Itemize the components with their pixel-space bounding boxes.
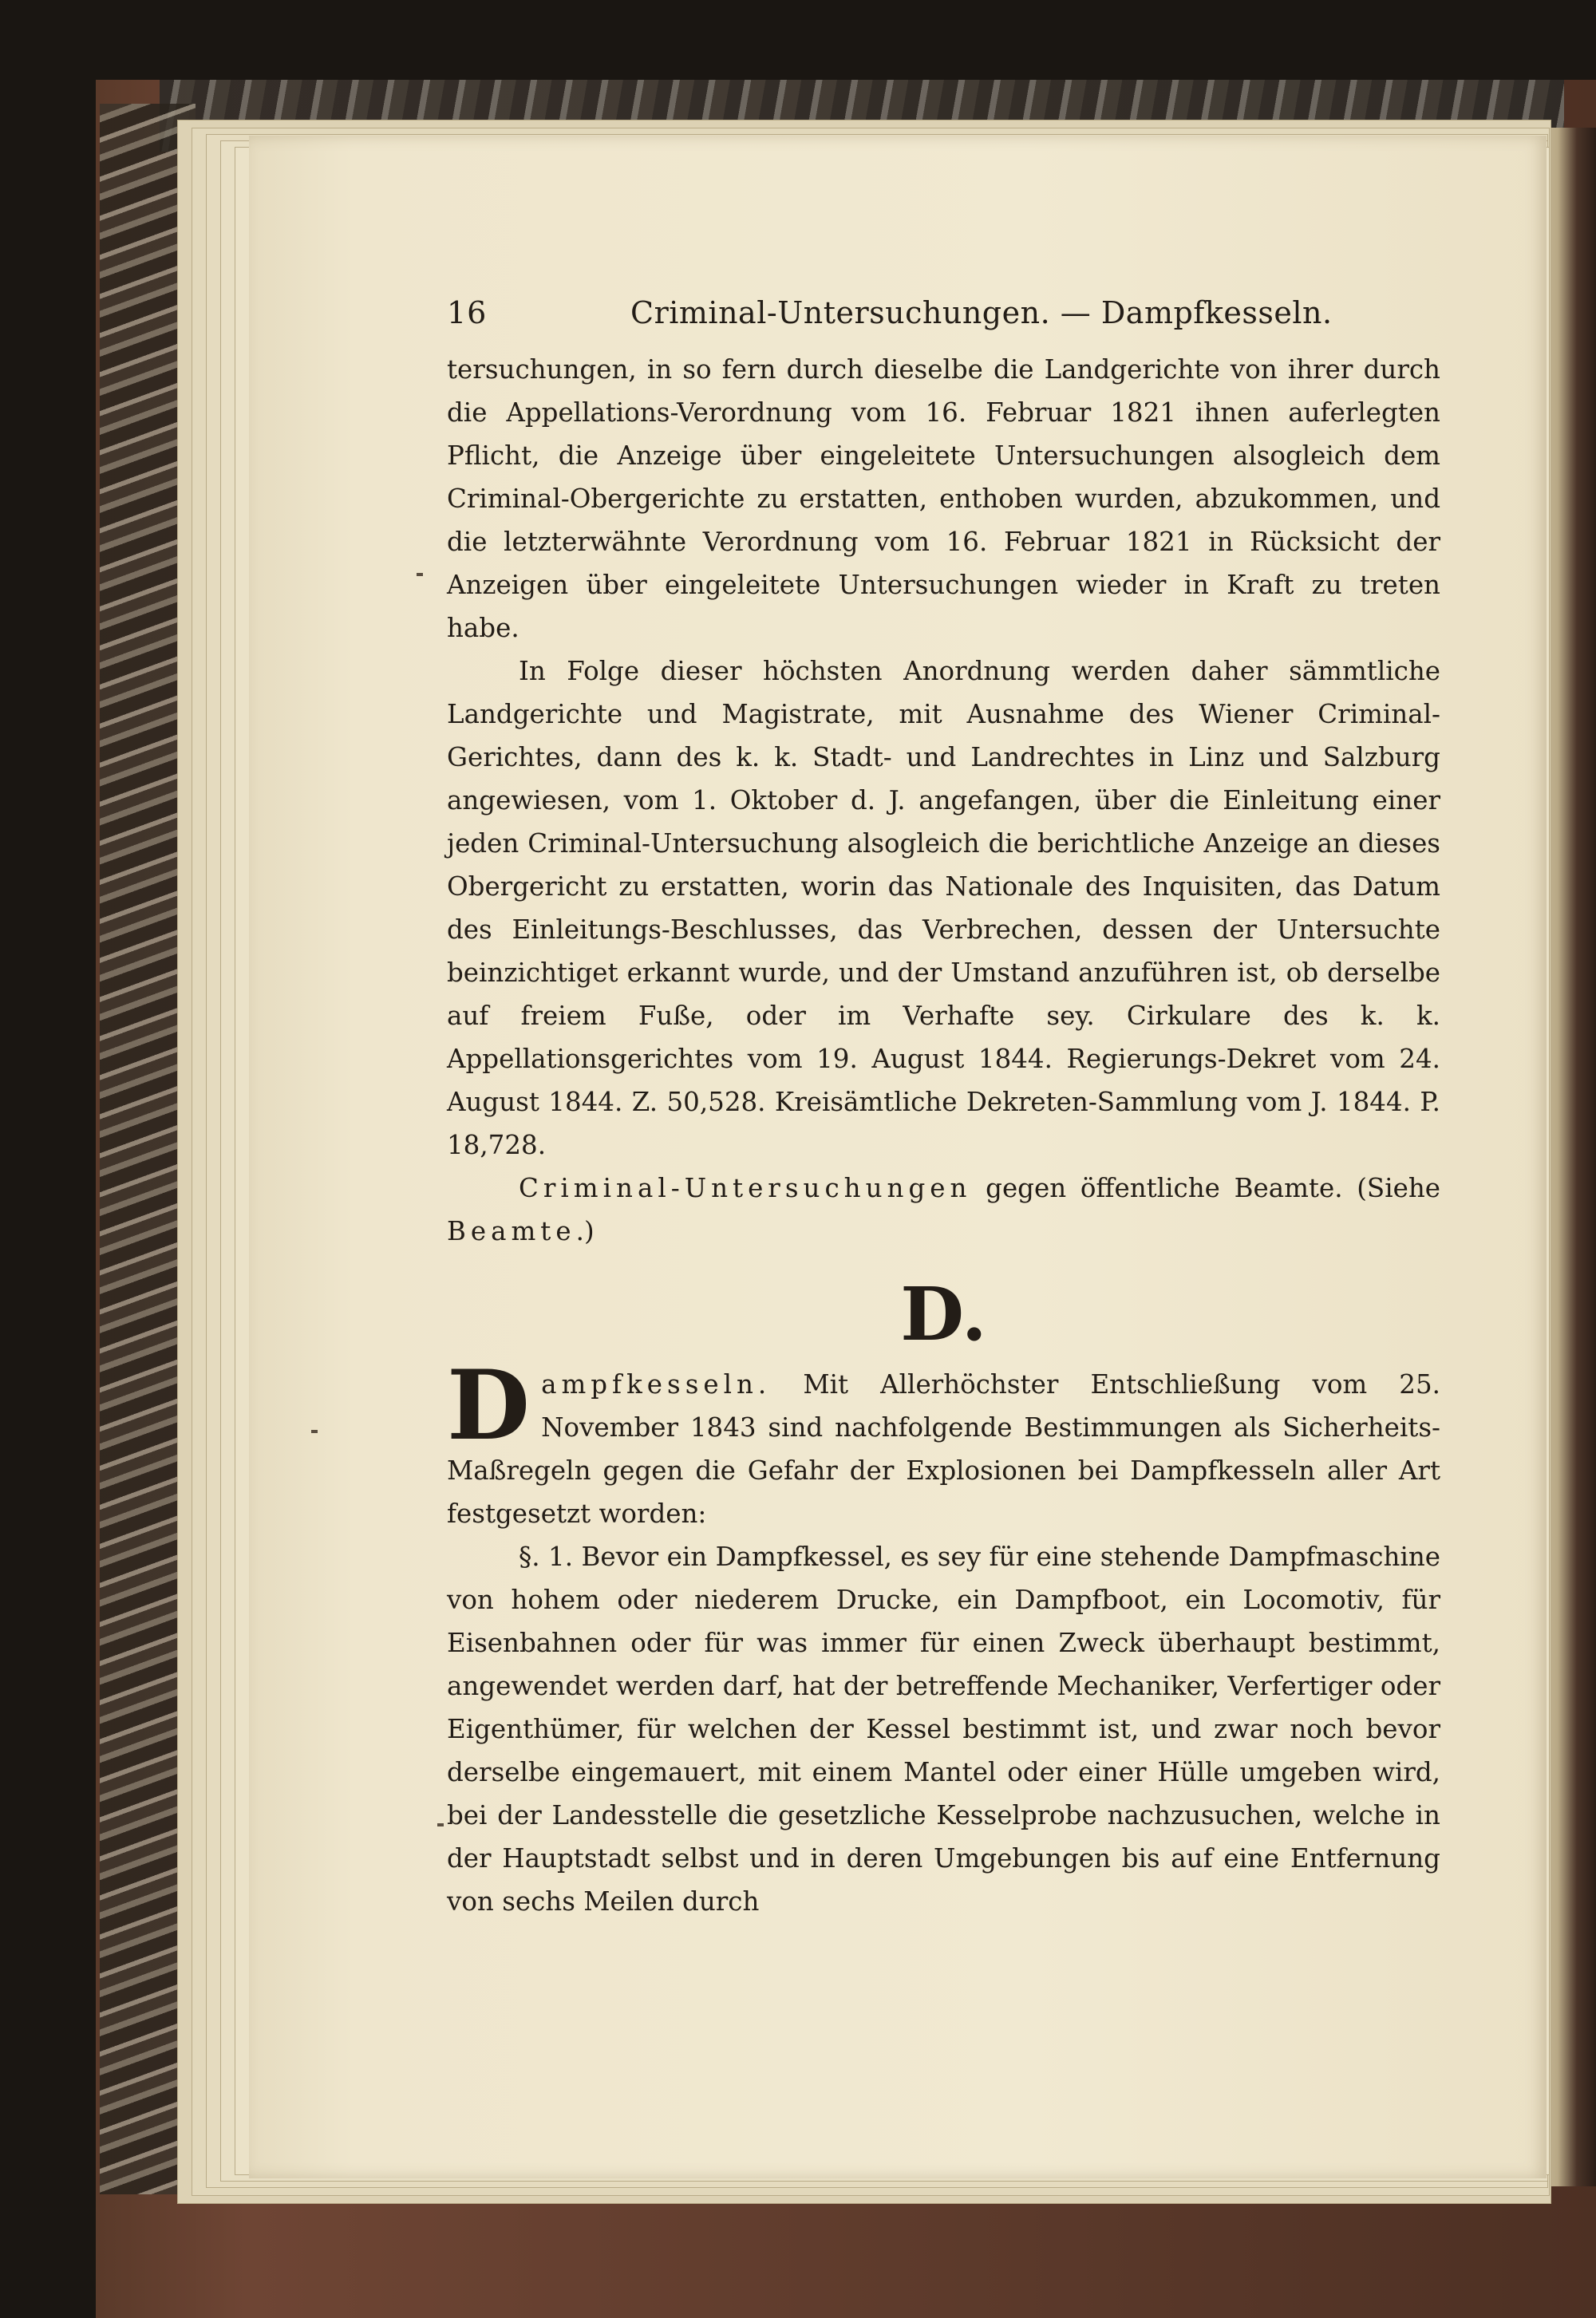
page-header (447, 295, 1440, 343)
crossref-entry (447, 1167, 1440, 1253)
entry-dampfkesseln (447, 1349, 1440, 1535)
drop-initial: D (447, 1349, 531, 1462)
crossref-end: .) (575, 1216, 595, 1246)
margin-mark (437, 1823, 444, 1826)
entry-text: Mit Allerhöchster Entschließung vom 25. November 1843 sind nachfolgende Bestimmungen als Sicherheits-Maßregeln gegen die Gefahr der Explosionen bei Dampfkesseln aller Art festgesetzt worden: (447, 1369, 1440, 1529)
section-letter: D. (900, 1271, 987, 1357)
margin-mark (311, 1430, 318, 1433)
running-head: Criminal-Untersuchungen. — Dampfkesseln. (630, 295, 1333, 330)
paragraph-section-1: §. 1. Bevor ein Dampfkessel, es sey für eine stehende Dampfmaschine von hohem oder niederem Drucke, ein Dampfboot, ein Locomotiv, für Eisenbahnen oder für was immer für einen Zweck überhaupt bestimmt, angewendet werden darf, hat der betreffende Mechaniker, Verfertiger oder Eigenthümer, für welchen der Kessel bestimmt ist, und zwar noch bevor derselbe eingemauert, mit einem Mantel oder einer Hülle umgeben wird, bei der Landesstelle die gesetzliche Kesselprobe nachzusuchen, welche in der Hauptstadt selbst und in deren Umgebungen bis auf eine Entfernung von sechs Meilen durch (447, 1542, 1440, 1917)
page-number: 16 (447, 295, 488, 330)
crossref-term: Criminal-Untersuchungen (519, 1173, 972, 1203)
crossref-target: Beamte (447, 1216, 576, 1246)
crossref-text: gegen öffentliche Beamte. (Siehe (971, 1173, 1440, 1203)
page-content (447, 295, 1440, 1923)
paragraph-decree: In Folge dieser höchsten Anordnung werden daher sämmtliche Landgerichte und Magistrate, mit Ausnahme des Wiener Criminal-Gerichtes, dann des k. k. Stadt- und Landrechtes in Linz und Salzburg angewiesen, vom 1. Oktober d. J. angefangen, über die Einleitung einer jeden Criminal-Untersuchung alsogleich die berichtliche Anzeige an dieses Obergericht zu erstatten, worin das Nationale des Inquisiten, das Datum des Einleitungs-Beschlusses, das Verbrechen, dessen der Untersuchte beinzichtiget erkannt wurde, und der Umstand anzuführen ist, ob derselbe auf freiem Fuße, oder im Verhafte sey. Cirkulare des k. k. Appellationsgerichtes vom 19. August 1844. Regierungs-Dekret vom 24. August 1844. Z. 50,528. Kreisämtliche Dekreten-Sammlung vom J. 1844. P. 18,728. (447, 656, 1440, 1160)
paragraph-continuation: tersuchungen, in so fern durch dieselbe die Landgerichte von ihrer durch die Appellations-Verordnung vom 16. Februar 1821 ihnen auferlegten Pflicht, die Anzeige über eingeleitete Untersuchungen alsogleich dem Criminal-Obergerichte zu erstatten, enthoben wurden, abzukommen, und die letzterwähnte Verordnung vom 16. Februar 1821 in Rücksicht der Anzeigen über eingeleitete Untersuchungen wieder in Kraft zu treten habe. (447, 354, 1440, 643)
entry-headword: ampfkesseln. (541, 1369, 772, 1400)
margin-mark (417, 573, 423, 576)
